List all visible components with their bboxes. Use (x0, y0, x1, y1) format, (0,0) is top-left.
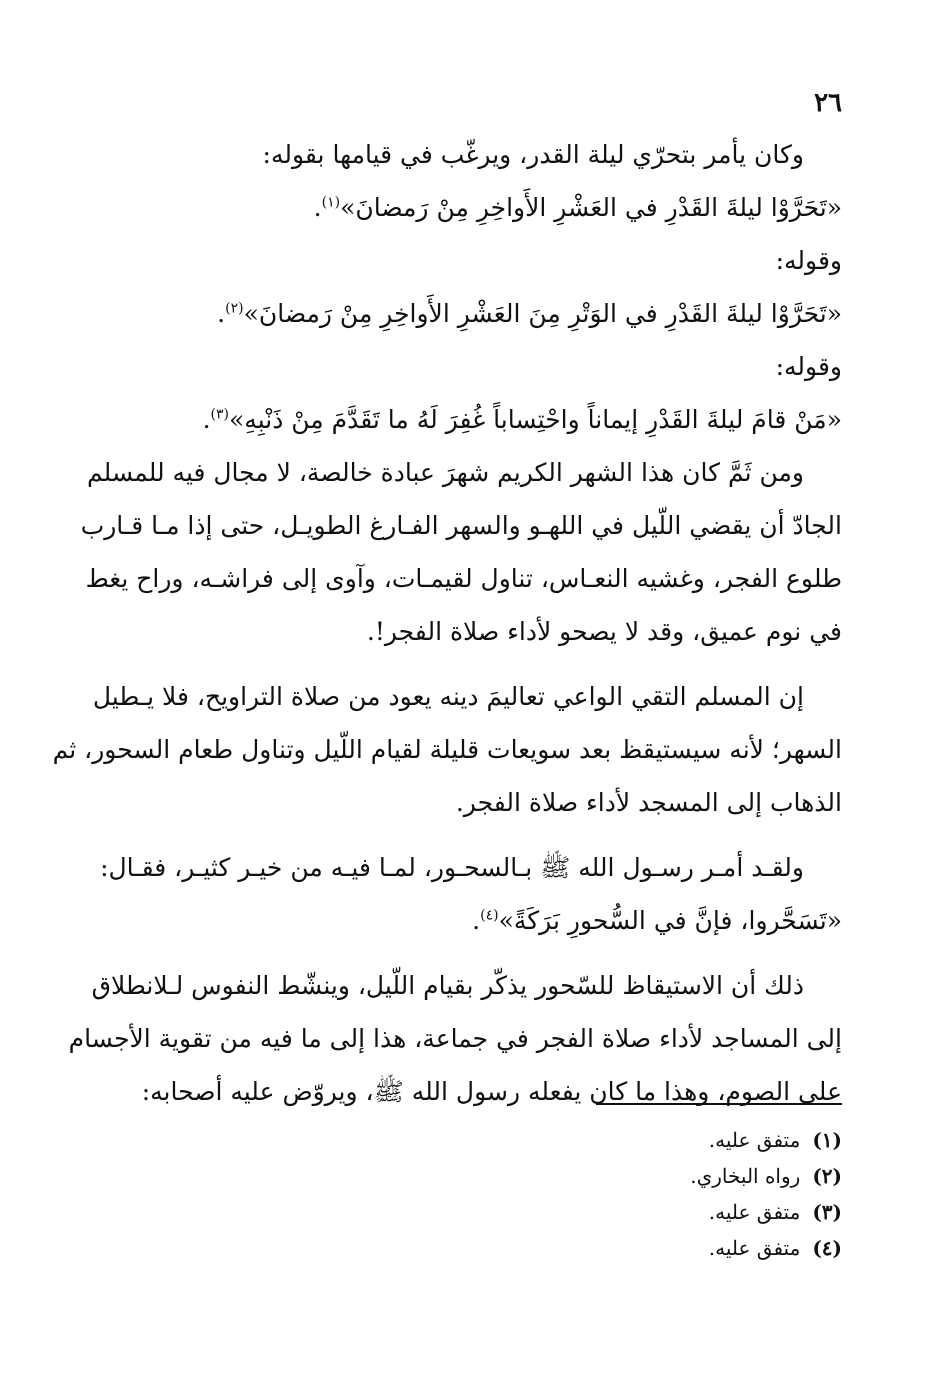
hadith-end: . (202, 405, 211, 434)
footnote-number: (٤) (812, 1236, 842, 1260)
footnote-item (442, 1194, 842, 1230)
paragraph-line: إلى المساجد لأداء صلاة الفجر في جماعة، هذا إلى ما فيه من تقوية الأجسام (68, 1024, 842, 1053)
footnote-text: متفق عليه. (708, 1200, 801, 1224)
paragraph-line: في نوم عميق، وقد لا يصحو لأداء صلاة الفجر!. (366, 617, 842, 646)
hadith-quote-1 (90, 181, 842, 234)
footnote-item (442, 1230, 842, 1266)
quote-intro: وقوله: (775, 246, 842, 275)
footnote-ref: (٤) (480, 907, 499, 924)
hadith-quote-3 (90, 393, 842, 446)
paragraph-line: وكان يأمر بتحرّي ليلة القدر، ويرغّب في قيامها بقوله: (262, 140, 804, 169)
hadith-end: . (217, 299, 226, 328)
paragraph-line: ومن ثَمَّ كان هذا الشهر الكريم شهرَ عبادة خالصة، لا مجال فيه للمسلم (87, 458, 804, 487)
paragraph-line: إن المسلم التقي الواعي تعاليمَ دينه يعود من صلاة التراويح، فلا يـطيل (92, 682, 804, 711)
paragraph-line: الجادّ أن يقضي اللّيل في اللهـو والسهر الفـارغ الطويـل، حتى إذا مـا قـارب (80, 511, 842, 540)
footnote-number: (٣) (812, 1200, 842, 1224)
paragraph-line: طلوع الفجر، وغشيه النعـاس، تناول لقيمـات، وآوى إلى فراشـه، وراح يغط (85, 564, 842, 593)
footnote-text: متفق عليه. (708, 1128, 801, 1152)
footnote-text: رواه البخاري. (690, 1164, 801, 1188)
footnote-ref: (٢) (225, 300, 244, 317)
footnote-ref: (١) (321, 194, 341, 211)
paragraph-line: ولقـد أمـر رسـول الله ﷺ بـالسحـور، لمـا فيـه من خيـر كثيـر، فقـال: (100, 853, 804, 882)
hadith-text: «مَنْ قامَ ليلةَ القَدْرِ إيماناً واحْتِساباً غُفِرَ لَهُ ما تَقَدَّمَ مِنْ ذَنْبِهِ» (229, 405, 842, 434)
footnote-number: (٢) (812, 1164, 842, 1188)
hadith-quote-2 (90, 287, 842, 340)
hadith-end: . (472, 906, 481, 935)
hadith-text: «تَحَرَّوْا ليلةَ القَدْرِ في العَشْرِ الأَواخِرِ مِنْ رَمضانَ» (340, 193, 842, 222)
footnote-item (442, 1158, 842, 1194)
main-text (52, 128, 842, 1118)
footnote-ref: (٣) (210, 406, 229, 423)
paragraph-line: ذلك أن الاستيقاظ للسّحور يذكّر بقيام اللّيل، وينشّط النفوس لـلانطلاق (91, 971, 804, 1000)
hadith-end: . (313, 193, 322, 222)
quote-intro: وقوله: (775, 352, 842, 381)
hadith-quote-4 (90, 894, 842, 947)
footnotes (442, 1122, 842, 1266)
hadith-text: «تَسَحَّروا، فإنَّ في السُّحورِ بَرَكَةً» (498, 906, 842, 935)
footnote-text: متفق عليه. (708, 1236, 801, 1260)
footnote-divider (596, 1103, 842, 1105)
hadith-text: «تَحَرَّوْا ليلةَ القَدْرِ في الوَتْرِ مِنَ العَشْرِ الأَواخِرِ مِنْ رَمضانَ» (243, 299, 842, 328)
paragraph-line: على الصوم، وهذا ما كان يفعله رسول الله ﷺ، ويروّض عليه أصحابه: (141, 1077, 842, 1106)
page-number: ٢٦ (814, 88, 842, 118)
paragraph-line: الذهاب إلى المسجد لأداء صلاة الفجر. (455, 788, 842, 817)
footnote-item (442, 1122, 842, 1158)
footnote-number: (١) (812, 1128, 842, 1152)
paragraph-line: السهر؛ لأنه سيستيقظ بعد سويعات قليلة لقيام اللّيل وتناول طعام السحور، ثم (52, 735, 842, 764)
